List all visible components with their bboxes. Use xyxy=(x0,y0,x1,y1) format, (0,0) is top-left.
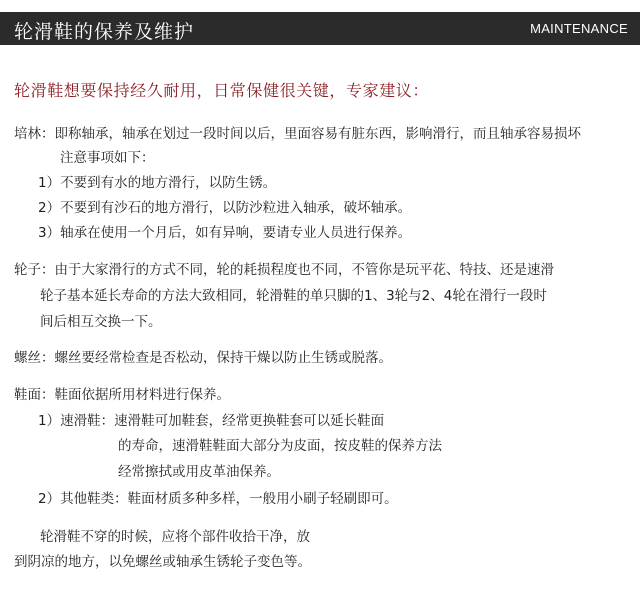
page-title: 轮滑鞋的保养及维护 xyxy=(14,21,195,43)
shoe-line-1: 鞋面：鞋面依据所用材料进行保养。 xyxy=(14,387,230,403)
wheels-line-1: 轮子：由于大家滑行的方式不同，轮的耗损程度也不同，不管你是玩平花、特技、还是速滑 xyxy=(14,262,554,278)
wheels-line-3: 间后相互交换一下。 xyxy=(40,314,162,330)
intro-text: 轮滑鞋想要保持经久耐用，日常保健很关键，专家建议： xyxy=(14,81,430,100)
wheels-line-2: 轮子基本延长寿命的方法大致相同，轮滑鞋的单只脚的1、3轮与2、4轮在滑行一段时 xyxy=(40,288,547,304)
shoe-other-line-1: 2）其他鞋类：鞋面材质多种多样，一般用小刷子轻刷即可。 xyxy=(38,491,398,507)
screws-line-1: 螺丝：螺丝要经常检查是否松动，保持干燥以防止生锈或脱落。 xyxy=(14,350,392,366)
bearing-item-2: 2）不要到有沙石的地方滑行，以防沙粒进入轴承，破坏轴承。 xyxy=(38,200,412,216)
bearing-item-1: 1）不要到有水的地方滑行，以防生锈。 xyxy=(38,175,277,191)
bearing-line-1: 培林：即称轴承，轴承在划过一段时间以后，里面容易有脏东西，影响滑行，而且轴承容易损坏 xyxy=(14,126,581,142)
bearing-item-3: 3）轴承在使用一个月后，如有异响，要请专业人员进行保养。 xyxy=(38,225,412,241)
storage-line-1: 轮滑鞋不穿的时候，应将个部件收拾干净，放 xyxy=(40,529,310,545)
header-banner xyxy=(0,12,640,45)
storage-line-2: 到阴凉的地方，以免螺丝或轴承生锈轮子变色等。 xyxy=(14,554,311,570)
header-subtitle: MAINTENANCE xyxy=(530,21,628,36)
bearing-line-2: 注意事项如下： xyxy=(60,150,155,166)
shoe-speed-line-1: 1）速滑鞋：速滑鞋可加鞋套，经常更换鞋套可以延长鞋面 xyxy=(38,413,385,429)
shoe-speed-line-2: 的寿命，速滑鞋鞋面大部分为皮面，按皮鞋的保养方法 xyxy=(118,438,442,454)
shoe-speed-line-3: 经常擦拭或用皮革油保养。 xyxy=(118,464,280,480)
